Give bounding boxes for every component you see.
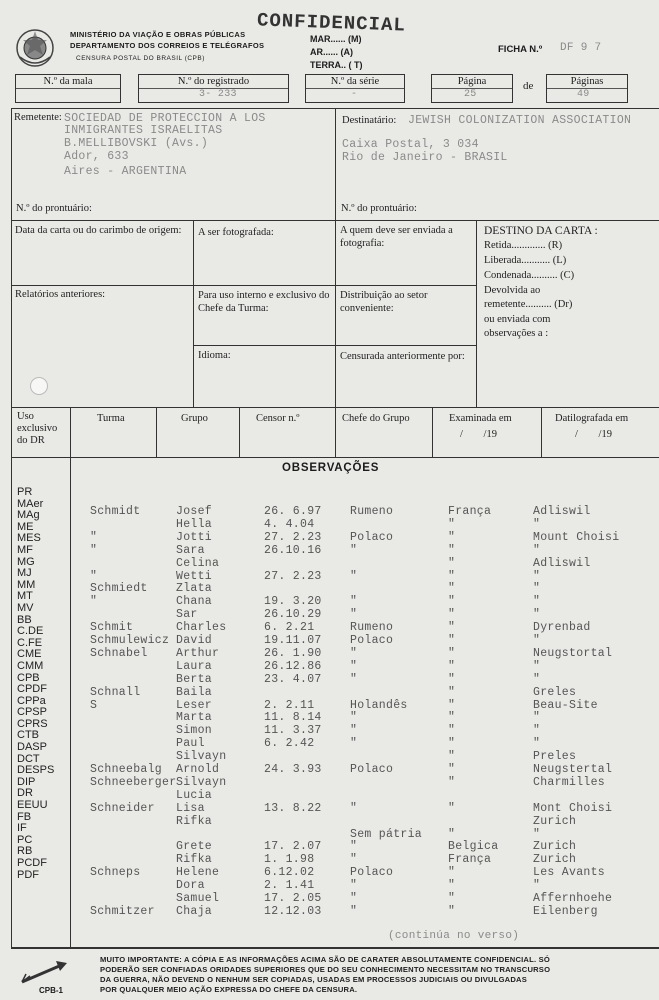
continua-note: (continúa no verso) [388, 930, 520, 942]
enviada-foto-label: A quem deve ser enviada a fotografia: [340, 225, 453, 249]
cell-surname: " [90, 595, 98, 609]
cell-country: " [448, 646, 456, 660]
grupo-label: Grupo [181, 413, 208, 424]
cell-nat: " [350, 569, 358, 583]
cell-first: Arthur [176, 646, 220, 660]
destino-ou-enviada: ou enviada com [484, 314, 551, 325]
cell-place: Les Avants [533, 866, 606, 880]
observation-row [0, 660, 659, 672]
observation-row [0, 905, 659, 917]
cell-place: " [533, 827, 541, 841]
registrado-value: 3- 233 [199, 89, 237, 100]
cell-place: " [533, 659, 541, 673]
department-code: FB [17, 810, 32, 823]
data-carta-label: Data da carta ou do carimbo de origem: [15, 225, 182, 236]
department-code: MES [17, 532, 41, 545]
cell-date: 24. 3.93 [264, 763, 322, 776]
cell-surname: Schneeberger [90, 775, 177, 789]
cell-date: 26.10.16 [264, 543, 322, 557]
sender-line-1: SOCIEDAD DE PROTECCION A LOS [64, 112, 266, 125]
cell-first: Simon [176, 724, 213, 738]
department-code: EEUU [17, 799, 48, 812]
department-code: PR [17, 486, 33, 498]
cell-nat: Rumeno [350, 621, 394, 635]
cell-first: Zlata [176, 582, 213, 596]
department-code: MV [17, 601, 34, 614]
observation-row [0, 853, 659, 865]
confidencial-stamp: CONFIDENCIAL [256, 9, 407, 37]
ministry-title: MINISTÉRIO DA VIAÇÃO E OBRAS PÚBLICAS [70, 30, 246, 39]
cell-place: " [533, 634, 541, 647]
pagina-box [431, 74, 513, 103]
cell-first: Josef [176, 505, 213, 518]
cell-place: Zurich [533, 814, 577, 828]
cell-place: Beau-Site [533, 698, 598, 712]
cell-first: Charles [176, 621, 227, 635]
cell-date: 27. 2.23 [264, 530, 322, 544]
registrado-box [138, 74, 289, 103]
serie-box [305, 74, 405, 103]
cell-date: 19. 3.20 [264, 595, 322, 609]
department-code: MT [17, 590, 33, 603]
notice-line-1: MUITO IMPORTANTE: A CÓPIA E AS INFORMAÇÕES ACIMA SÃO DE CARATER ABSOLUTAMENTE CONFIDENCIAL. SÓ [100, 955, 550, 964]
cell-country: " [448, 543, 456, 557]
cell-first: Leser [176, 698, 213, 712]
cell-surname: Schnabel [90, 646, 148, 660]
cell-first: Sara [176, 543, 205, 557]
ficha-value: DF 9 7 [560, 42, 602, 54]
uso-interno-label: Para uso interno e exclusivo do Chefe da Turma: [198, 290, 330, 314]
department-code: MJ [17, 567, 32, 580]
observation-row [0, 518, 659, 530]
ficha-label: FICHA N.º [498, 44, 543, 55]
cell-country: " [448, 879, 456, 893]
mar-option: MAR...... (M) [310, 34, 362, 44]
cell-first: Celina [176, 556, 220, 570]
cell-date: 12.12.03 [264, 904, 322, 918]
notice-line-4: POR QUALQUER MEIO AÇÃO EXPRESSA DO CHEFE DA CENSURA. [100, 985, 358, 994]
observation-row [0, 840, 659, 852]
mala-label: N.º da mala [43, 76, 93, 87]
cell-nat: " [350, 711, 358, 725]
cell-nat: " [350, 853, 358, 867]
cell-place: " [533, 582, 541, 596]
cell-country: " [448, 801, 456, 815]
cell-nat: " [350, 659, 358, 673]
observation-row [0, 815, 659, 827]
cell-date: 27. 2.23 [264, 569, 322, 583]
cell-date: 2. 1.41 [264, 879, 315, 893]
cell-country: França [448, 505, 492, 518]
cell-country: " [448, 517, 456, 531]
cell-nat: " [350, 595, 358, 609]
sender-label: Remetente: [14, 112, 62, 123]
cell-country: " [448, 608, 456, 622]
recipient-line-1: JEWISH COLONIZATION ASSOCIATION [408, 114, 632, 127]
sender-line-4: Ador, 633 [64, 150, 129, 163]
cell-place: Charmilles [533, 775, 606, 789]
cell-country: " [448, 685, 456, 699]
punch-hole [30, 377, 48, 395]
destino-title: DESTINO DA CARTA : [484, 225, 598, 237]
observation-row [0, 608, 659, 620]
cell-surname: Schneider [90, 801, 155, 815]
cell-date: 26. 6.97 [264, 505, 322, 518]
destino-observacoes: observações a : [484, 328, 549, 339]
ar-option: AR...... (A) [310, 47, 353, 57]
observation-row [0, 737, 659, 749]
cell-first: Rifka [176, 814, 213, 828]
observation-row [0, 711, 659, 723]
observation-row [0, 776, 659, 788]
cell-country: " [448, 892, 456, 905]
cell-first: Silvayn [176, 775, 227, 789]
observation-row [0, 505, 659, 517]
serie-label: N.º da série [330, 76, 380, 87]
cell-date: 17. 2.05 [264, 892, 322, 905]
department-code: DCT [17, 752, 40, 765]
cell-nat: " [350, 892, 358, 905]
cell-place: " [533, 711, 541, 725]
cell-place: " [533, 517, 541, 531]
sender-line-2: INMIGRANTES ISRAELITAS [64, 124, 223, 137]
cell-first: Arnold [176, 763, 220, 776]
department-title: DEPARTAMENTO DOS CORREIOS E TELÉGRAFOS [70, 41, 265, 50]
cell-date: 6.12.02 [264, 866, 315, 880]
cell-first: Helene [176, 866, 220, 880]
cell-first: Paul [176, 737, 205, 751]
cell-nat: " [350, 543, 358, 557]
department-code: CPSP [17, 706, 47, 719]
department-code: PC [17, 833, 33, 846]
cell-nat: Rumeno [350, 505, 394, 518]
recipient-line-3: Rio de Janeiro - BRASIL [342, 151, 508, 164]
destino-liberada: Liberada........... (L) [484, 255, 567, 266]
cell-date: 11. 8.14 [264, 711, 322, 725]
cell-place: Neugstortal [533, 646, 613, 660]
department-code: RB [17, 845, 33, 858]
cell-surname: " [90, 543, 98, 557]
cell-nat: Polaco [350, 634, 394, 647]
observation-row [0, 578, 659, 596]
observation-row [0, 531, 659, 543]
cell-place: Zurich [533, 853, 577, 867]
cell-surname: Schnall [90, 685, 141, 699]
confidentiality-notice [100, 955, 645, 995]
observation-row [0, 724, 659, 736]
observation-row [0, 647, 659, 659]
destino-devolvida: Devolvida ao [484, 285, 541, 296]
cell-first: David [176, 634, 213, 647]
paginas-value: 49 [577, 89, 590, 100]
observation-row [0, 763, 659, 775]
registrado-label: N.º do registrado [177, 76, 250, 87]
cell-place: " [533, 672, 541, 686]
department-code: CTB [17, 729, 39, 742]
de-label: de [523, 80, 534, 92]
cell-place: " [533, 879, 541, 893]
cell-nat: " [350, 737, 358, 751]
department-code: DR [17, 787, 33, 800]
department-code: CME [17, 648, 42, 661]
cell-nat: " [350, 904, 358, 918]
cell-nat: " [350, 801, 358, 815]
cell-place: " [533, 724, 541, 738]
cell-surname: Schmidt [90, 505, 141, 518]
observation-row [0, 789, 659, 801]
cell-country: " [448, 904, 456, 918]
cell-country: " [448, 595, 456, 609]
observation-row [0, 799, 659, 815]
cell-first: Jotti [176, 530, 213, 544]
cell-first: Grete [176, 840, 213, 854]
cell-place: Zurich [533, 840, 577, 854]
cell-country: " [448, 698, 456, 712]
fotografada-label: A ser fotografada: [198, 227, 274, 238]
cell-country: " [448, 569, 456, 583]
cell-place: Neugstertal [533, 763, 613, 776]
cell-nat: Sem pátria [350, 827, 423, 841]
cell-place: " [533, 608, 541, 622]
department-code: CPRS [17, 717, 48, 730]
cell-place: Eilenberg [533, 904, 598, 918]
cell-surname: Schmiedt [90, 582, 148, 596]
destino-retida: Retida............. (R) [484, 240, 563, 251]
cell-date: 11. 3.37 [264, 724, 322, 738]
observation-row [0, 892, 659, 904]
department-code: DIP [17, 775, 36, 788]
cell-date: 6. 2.42 [264, 737, 315, 751]
cell-first: Silvayn [176, 750, 227, 764]
turma-label: Turma [97, 413, 125, 424]
cell-first: Sar [176, 608, 198, 622]
department-code: ME [17, 520, 34, 533]
cell-date: 23. 4.07 [264, 672, 322, 686]
cell-country: " [448, 737, 456, 751]
cell-surname: Schmit [90, 621, 134, 635]
cell-place: Mont Choisi [533, 801, 613, 815]
pagina-value: 25 [464, 89, 477, 100]
cell-nat: " [350, 608, 358, 622]
distribuicao-label: Distribuição ao setor conveniente: [340, 290, 428, 314]
cell-country: " [448, 672, 456, 686]
cell-date: 17. 2.07 [264, 840, 322, 854]
cell-surname: Schmitzer [90, 904, 155, 918]
department-code: MF [17, 543, 33, 556]
observation-row [0, 557, 659, 569]
notice-line-2: PODERÃO SER CONFIADAS ORIDADES SUPERIORES QUE DO SEU CONHECIMENTO NECESSITAM NO TRANSCURSO [100, 965, 551, 974]
cell-nat: " [350, 646, 358, 660]
cell-nat: Polaco [350, 530, 394, 544]
sender-prontuario-label: N.º do prontuário: [16, 203, 92, 214]
cell-nat: " [350, 840, 358, 854]
department-code: CPB [17, 671, 40, 684]
department-code: MAer [17, 497, 44, 510]
cell-first: Lucia [176, 788, 213, 802]
cell-date: 26.10.29 [264, 608, 322, 622]
mala-box [15, 74, 121, 103]
cell-place: " [533, 543, 541, 557]
censurada-label: Censurada anteriormente por: [340, 351, 465, 362]
examinada-date: / /19 [460, 429, 497, 440]
cell-place: Greles [533, 685, 577, 699]
observacoes-title: OBSERVAÇÕES [282, 462, 380, 474]
cell-surname: S [90, 698, 98, 712]
cell-first: Laura [176, 659, 213, 673]
cell-nat: " [350, 672, 358, 686]
observation-row [0, 750, 659, 762]
censor-label: Censor n.º [256, 413, 300, 424]
department-code: BB [17, 613, 32, 626]
cell-place: Dyrenbad [533, 621, 591, 635]
cell-surname: Schmulewicz [90, 634, 170, 647]
cell-country: " [448, 827, 456, 841]
cell-first: Hella [176, 517, 213, 531]
cell-first: Dora [176, 879, 205, 893]
cell-surname: Schneebalg [90, 763, 163, 776]
cell-nat: Holandês [350, 698, 408, 712]
datilografada-date: / /19 [575, 429, 612, 440]
observation-row [0, 567, 659, 583]
department-code: MAg [17, 509, 40, 522]
idioma-label: Idioma: [198, 350, 231, 361]
cell-country: " [448, 750, 456, 764]
cell-date: 4. 4.04 [264, 517, 315, 531]
cell-country: " [448, 866, 456, 880]
observation-row [0, 621, 659, 633]
brazil-coat-of-arms-icon [14, 27, 56, 69]
cell-date: 26.12.86 [264, 659, 322, 673]
cell-first: Chana [176, 595, 213, 609]
cell-country: " [448, 556, 456, 570]
cell-country: Belgica [448, 840, 499, 854]
cell-place: Adliswil [533, 505, 591, 518]
department-code: CPDF [17, 683, 47, 696]
department-code: C.DE [17, 625, 44, 638]
cell-surname: " [90, 569, 98, 583]
cell-date: 19.11.07 [264, 634, 322, 647]
cell-nat: " [350, 879, 358, 893]
examinada-label: Examinada em [449, 413, 512, 424]
cell-first: Marta [176, 711, 213, 725]
department-code: PCDF [17, 857, 47, 869]
cell-country: " [448, 659, 456, 673]
uso-dr-label: Uso exclusivo do DR [17, 411, 58, 446]
arrow-icon [20, 958, 70, 986]
cell-nat: Polaco [350, 763, 394, 776]
cell-first: Chaja [176, 904, 213, 918]
recipient-prontuario-label: N.º do prontuário: [341, 203, 417, 214]
destino-remetente: remetente.......... (Dr) [484, 299, 573, 310]
cell-nat: Polaco [350, 866, 394, 880]
datilografada-label: Datilografada em [555, 413, 629, 424]
cell-surname: Schneps [90, 866, 141, 880]
cell-place: Mount Choisi [533, 530, 620, 544]
cell-first: Lisa [176, 801, 205, 815]
cell-place: Preles [533, 750, 577, 764]
cell-date: 26. 1.90 [264, 646, 322, 660]
cell-place: " [533, 737, 541, 751]
cell-place: " [533, 569, 541, 583]
cell-country: " [448, 711, 456, 725]
observation-row [0, 828, 659, 840]
observation-row [0, 595, 659, 607]
recipient-label: Destinatário: [342, 115, 397, 126]
recipient-line-2: Caixa Postal, 3 034 [342, 138, 479, 151]
serie-value: - [351, 89, 358, 100]
terra-option: TERRA.. ( T) [310, 60, 363, 70]
observation-row [0, 866, 659, 878]
cell-country: " [448, 621, 456, 635]
sender-line-3: B.MELLIBOVSKI (Avs.) [64, 137, 209, 150]
cell-date: 1. 1.98 [264, 853, 315, 867]
destino-condenada: Condenada.......... (C) [484, 270, 575, 281]
form-code: CPB-1 [39, 986, 64, 995]
cell-surname: " [90, 530, 98, 544]
observation-row [0, 673, 659, 685]
cell-country: " [448, 634, 456, 647]
sender-line-5: Aires - ARGENTINA [64, 165, 187, 178]
paginas-box [546, 74, 628, 103]
relatorios-label: Relatórios anteriores: [15, 289, 106, 300]
cell-date: 13. 8.22 [264, 801, 322, 815]
cell-country: " [448, 582, 456, 596]
censorship-title: CENSURA POSTAL DO BRASIL (CPB) [76, 55, 205, 62]
department-code: IF [17, 822, 27, 835]
observation-row [0, 699, 659, 711]
department-code: DESPS [17, 764, 55, 777]
cell-country: " [448, 763, 456, 776]
chefe-label: Chefe do Grupo [342, 413, 410, 424]
cell-first: Wetti [176, 569, 213, 583]
cell-place: Affernhoehe [533, 892, 613, 905]
cell-first: Samuel [176, 892, 220, 905]
pagina-label: Página [457, 76, 487, 87]
cell-country: " [448, 775, 456, 789]
observation-row [0, 879, 659, 891]
notice-line-3: DA GUERRA, NÃO DEVEND O NENHUM SER COPIADAS, USADAS EM PROCESSOS JUDICIAIS OU DIVULGADAS [100, 975, 528, 984]
cell-first: Rifka [176, 853, 213, 867]
cell-place: " [533, 595, 541, 609]
paginas-label: Páginas [570, 76, 604, 87]
observation-row [0, 544, 659, 556]
cell-country: " [448, 530, 456, 544]
cell-place: Adliswil [533, 556, 591, 570]
cell-first: Baila [176, 685, 213, 699]
department-code: C.FE [17, 636, 43, 649]
cell-first: Berta [176, 672, 213, 686]
cell-country: França [448, 853, 492, 867]
department-code: PDF [17, 868, 39, 881]
department-code: CPPa [17, 694, 46, 707]
observation-row [0, 683, 659, 699]
department-code: MM [17, 578, 36, 591]
cell-date: 2. 2.11 [264, 698, 315, 712]
cell-nat: " [350, 724, 358, 738]
observation-row [0, 634, 659, 646]
cell-country: " [448, 724, 456, 738]
cell-date: 6. 2.21 [264, 621, 315, 635]
department-code: MG [17, 555, 35, 568]
department-code: CMM [17, 659, 44, 672]
department-code: DASP [17, 741, 47, 754]
